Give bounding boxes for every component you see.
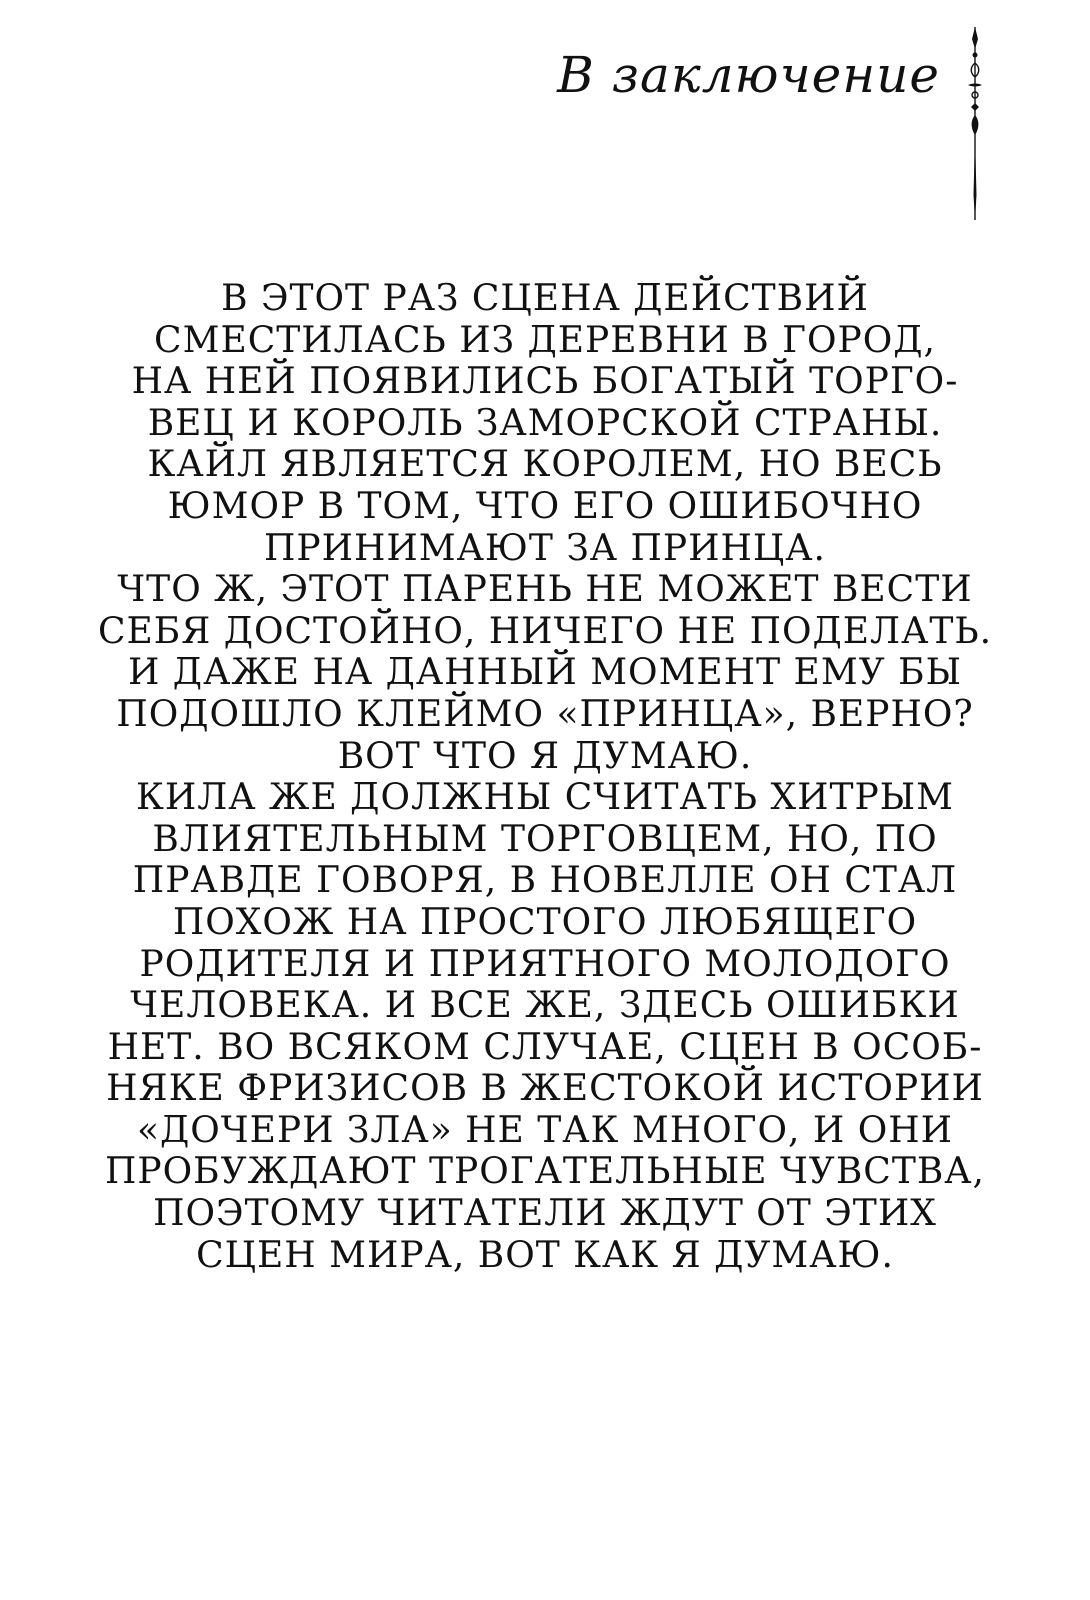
text-line: КАЙЛ ЯВЛЯЕТСЯ КОРОЛЕМ, НО ВЕСЬ — [147, 444, 943, 486]
text-line: КИЛА ЖЕ ДОЛЖНЫ СЧИТАТЬ ХИТРЫМ — [136, 777, 954, 819]
text-line: И ДАЖЕ НА ДАННЫЙ МОМЕНТ ЕМУ БЫ — [127, 652, 963, 694]
text-line: СМЕСТИЛАСЬ ИЗ ДЕРЕВНИ В ГОРОД, — [154, 319, 936, 361]
text-line: РОДИТЕЛЯ И ПРИЯТНОГО МОЛОДОГО — [139, 943, 951, 985]
text-line: ЧТО Ж, ЭТОТ ПАРЕНЬ НЕ МОЖЕТ ВЕСТИ — [117, 569, 973, 611]
text-line: «ДОЧЕРИ ЗЛА» НЕ ТАК МНОГО, И ОНИ — [136, 1109, 954, 1151]
text-line: ЮМОР В ТОМ, ЧТО ЕГО ОШИБОЧНО — [167, 485, 923, 527]
text-line: СЦЕН МИРА, ВОТ КАК Я ДУМАЮ. — [196, 1234, 894, 1276]
text-line: НЯКЕ ФРИЗИСОВ В ЖЕСТОКОЙ ИСТОРИИ — [106, 1068, 984, 1110]
text-line: СЕБЯ ДОСТОЙНО, НИЧЕГО НЕ ПОДЕЛАТЬ. — [97, 610, 993, 652]
text-line: ПОДОШЛО КЛЕЙМО «ПРИНЦА», ВЕРНО? — [116, 693, 974, 735]
text-line: ПРИНИМАЮТ ЗА ПРИНЦА. — [264, 527, 826, 569]
text-line: ПРОБУЖДАЮТ ТРОГАТЕЛЬНЫЕ ЧУВСТВА, — [105, 1151, 985, 1193]
text-line: ПОЭТОМУ ЧИТАТЕЛИ ЖДУТ ОТ ЭТИХ — [153, 1193, 937, 1235]
body-text — [60, 278, 1030, 1276]
text-line: В ЭТОТ РАЗ СЦЕНА ДЕЙСТВИЙ — [221, 278, 869, 319]
text-line: ПОХОЖ НА ПРОСТОГО ЛЮБЯЩЕГО — [172, 901, 918, 943]
page-title: В заключение — [557, 46, 940, 104]
text-line: ВЕЦ И КОРОЛЬ ЗАМОРСКОЙ СТРАНЫ. — [147, 402, 943, 444]
text-line: НЕТ. ВО ВСЯКОМ СЛУЧАЕ, СЦЕН В ОСОБ- — [107, 1026, 983, 1068]
text-line: ЧЕЛОВЕКА. И ВСЕ ЖЕ, ЗДЕСЬ ОШИБКИ — [130, 985, 960, 1027]
text-line: ПРАВДЕ ГОВОРЯ, В НОВЕЛЛЕ ОН СТАЛ — [132, 860, 958, 902]
vertical-flourish-icon — [960, 25, 990, 225]
text-line: ВЛИЯТЕЛЬНЫМ ТОРГОВЦЕМ, НО, ПО — [152, 818, 938, 860]
text-line: НА НЕЙ ПОЯВИЛИСЬ БОГАТЫЙ ТОРГО- — [131, 361, 959, 403]
text-line: ВОТ ЧТО Я ДУМАЮ. — [337, 735, 753, 777]
